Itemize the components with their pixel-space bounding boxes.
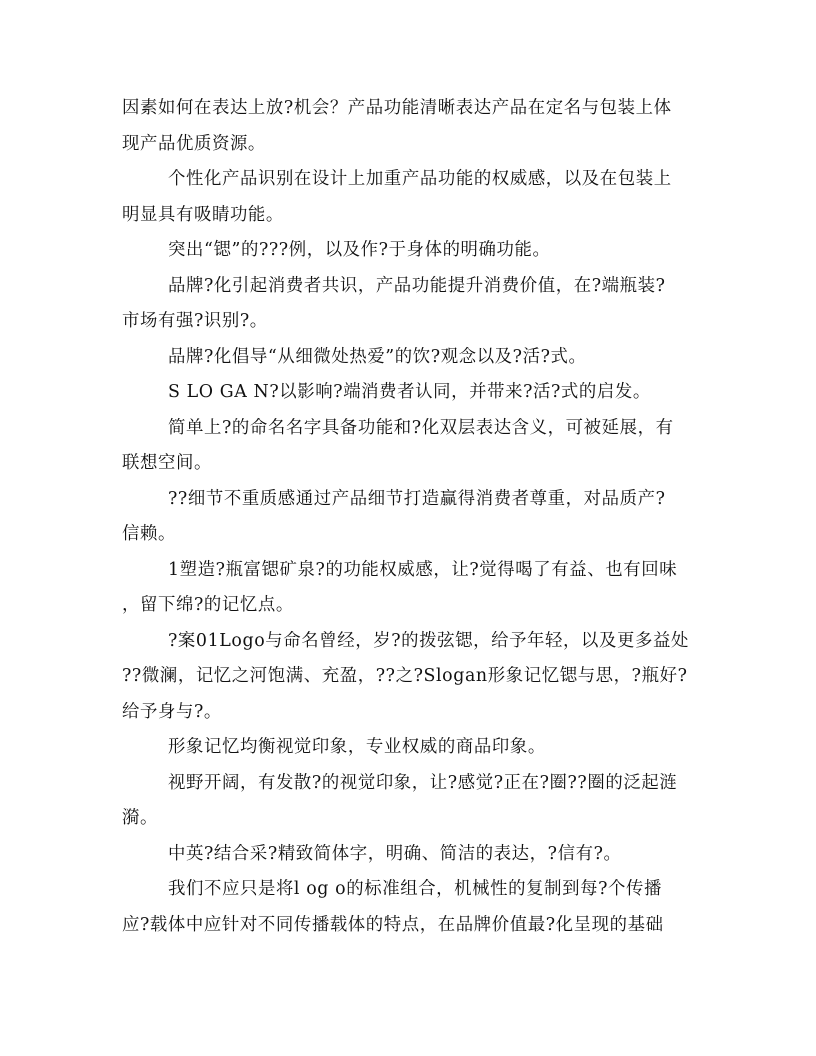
text-line: ，留下绵?的记忆点。 [122, 595, 294, 615]
paragraph-4 [122, 269, 697, 340]
text-line: 应?载体中应针对不同传播载体的特点，在品牌价值最?化呈现的基础 [122, 914, 664, 935]
paragraph-9 [122, 553, 697, 624]
text-line: 市场有强?识别?。 [122, 311, 268, 331]
text-line: 形象记忆均衡视觉印象，专业权威的商品印象。 [168, 737, 546, 757]
paragraph-6 [122, 375, 697, 411]
text-line: 联想空间。 [122, 453, 212, 473]
paragraph-8 [122, 482, 697, 553]
text-line: 视野开阔，有发散?的视觉印象，让?感觉?正在?圈??圈的泛起涟 [168, 772, 678, 793]
text-line: 个性化产品识别在设计上加重产品功能的权威感，以及在包装上 [168, 169, 672, 189]
paragraph-11 [122, 730, 697, 766]
text-line: 因素如何在表达上放?机会？产品功能清晰表达产品在定名与包装上体 [122, 98, 672, 118]
text-line: 我们不应只是将l og o的标准组合，机械性的复制到每?个传播 [168, 879, 662, 899]
paragraph-3 [122, 233, 697, 269]
text-line: ?案01Logo与命名曾经，岁?的拨弦锶，给予年轻，以及更多益处 [168, 630, 689, 651]
text-line: 漪。 [122, 808, 158, 828]
text-line: 简单上?的命名名字具备功能和?化双层表达含义，可被延展，有 [168, 417, 674, 438]
paragraph-1 [122, 91, 697, 162]
paragraph-12 [122, 766, 697, 837]
paragraph-5 [122, 340, 697, 376]
text-line: ??细节不重质感通过产品细节打造赢得消费者尊重，对品质产? [168, 488, 666, 509]
paragraph-2 [122, 162, 697, 233]
text-line: 中英?结合采?精致简体字，明确、简洁的表达，?信有?。 [168, 843, 622, 864]
text-line: 现产品优质资源。 [122, 133, 266, 154]
text-line: 突出“锶”的???例，以及作?于身体的明确功能。 [168, 240, 551, 260]
text-line: 明显具有吸睛功能。 [122, 204, 284, 225]
text-line: S LO GA N?以影响?端消费者认同，并带来?活?式的启发。 [168, 382, 651, 402]
body-text [122, 91, 697, 943]
text-line: 品牌?化引起消费者共识，产品功能提升消费价值，在?端瓶装? [168, 275, 666, 296]
text-line: 给予身与?。 [122, 701, 222, 722]
text-line: 信赖。 [122, 524, 176, 544]
paragraph-13 [122, 837, 697, 873]
paragraph-7 [122, 411, 697, 482]
paragraph-10 [122, 624, 697, 731]
text-line: ??微澜，记忆之河饱满、充盈，??之?Slogan形象记忆锶与思，?瓶好? [122, 666, 688, 686]
paragraph-14 [122, 872, 697, 943]
text-line: 品牌?化倡导“从细微处热爱”的饮?观念以及?活?式。 [168, 346, 587, 367]
text-line: 1塑造?瓶富锶矿泉?的功能权威感，让?觉得喝了有益、也有回味 [168, 559, 678, 580]
